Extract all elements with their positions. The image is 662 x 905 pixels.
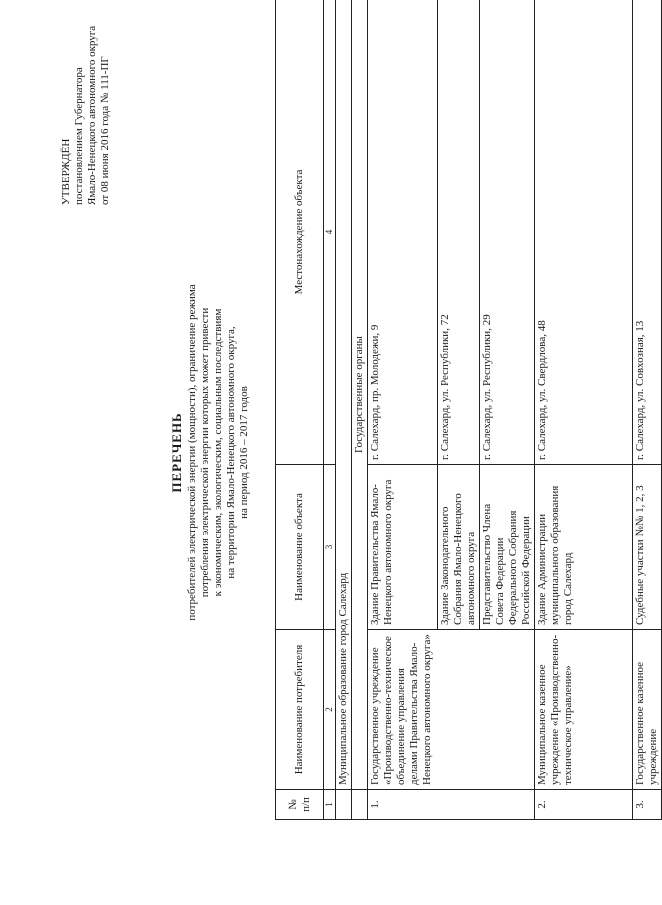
- heading-line: потребления электрической энергии которых может привести: [199, 307, 211, 598]
- document-heading: [168, 0, 251, 905]
- section-row: [336, 0, 352, 820]
- col-number: 1: [324, 790, 336, 820]
- object-name: Представительство Члена Совета Федерации Федерального Собрания Российской Федерации: [480, 465, 535, 630]
- object-location: г. Салехард, пр. Молодежи, 9: [368, 0, 438, 465]
- consumer-name: Государственное учреждение «Производственно-техническое объединение управления делами Правительства Ямало-Ненецкого автономного округа»: [368, 630, 535, 790]
- heading-line: потребителей электрической энергии (мощности), ограничение режима: [186, 284, 198, 621]
- approval-line: постановлением Губернатора: [73, 67, 85, 205]
- row-number: 3.: [633, 790, 662, 820]
- approval-line: Ямало-Ненецкого автономного округа: [86, 25, 98, 205]
- header-location: Местонахождение объекта: [276, 0, 324, 465]
- approval-stamp: [60, 26, 112, 205]
- approval-line: УТВЕРЖДЁН: [60, 138, 72, 205]
- col-number: 3: [324, 465, 336, 630]
- heading-line: на территории Ямало-Ненецкого автономного округа,: [225, 326, 237, 579]
- consumer-name: Государственное казенное учреждение: [633, 630, 662, 790]
- column-number-row: [324, 0, 336, 820]
- header-object: Наименование объекта: [276, 465, 324, 630]
- object-name: Здание Правительства Ямало-Ненецкого автономного округа: [368, 465, 438, 630]
- table-row: [535, 0, 633, 820]
- header-consumer: Наименование потребителя: [276, 630, 324, 790]
- object-name: Здание Законодательного Собрания Ямало-Ненецкого автономного округа: [438, 465, 480, 630]
- section-municipality: Муниципальное образование город Салехард: [336, 0, 352, 790]
- approval-line: от 08 июня 2016 года № 111-ПГ: [99, 56, 111, 205]
- object-location: г. Салехард, ул. Совхозная, 13: [633, 0, 662, 465]
- section-state-bodies: Государственные органы: [352, 0, 368, 790]
- consumers-table: [275, 0, 662, 820]
- row-number: 1.: [368, 790, 535, 820]
- section-spacer: [352, 790, 368, 820]
- col-number: 2: [324, 630, 336, 790]
- table-row: [368, 0, 438, 820]
- section-spacer: [336, 790, 352, 820]
- object-location: г. Салехард, ул. Свердлова, 48: [535, 0, 633, 465]
- header-num: № п/п: [276, 790, 324, 820]
- object-name: Судебные участки №№ 1, 2, 3: [633, 465, 662, 630]
- consumer-name: Муниципальное казенное учреждение «Производственно-техническое управление»: [535, 630, 633, 790]
- heading-line: на период 2016 – 2017 годов: [238, 386, 250, 519]
- col-number: 4: [324, 0, 336, 465]
- heading-line: к экономическим, экологическим, социальным последствиям: [212, 308, 224, 597]
- document-title: ПЕРЕЧЕНЬ: [169, 412, 184, 493]
- table-row: [633, 0, 662, 820]
- table-header-row: [276, 0, 324, 820]
- object-location: г. Салехард, ул. Республики, 29: [480, 0, 535, 465]
- object-name: Здание Администрации муниципального образования город Салехард: [535, 465, 633, 630]
- row-number: 2.: [535, 790, 633, 820]
- object-location: г. Салехард, ул. Республики, 72: [438, 0, 480, 465]
- section-row: [352, 0, 368, 820]
